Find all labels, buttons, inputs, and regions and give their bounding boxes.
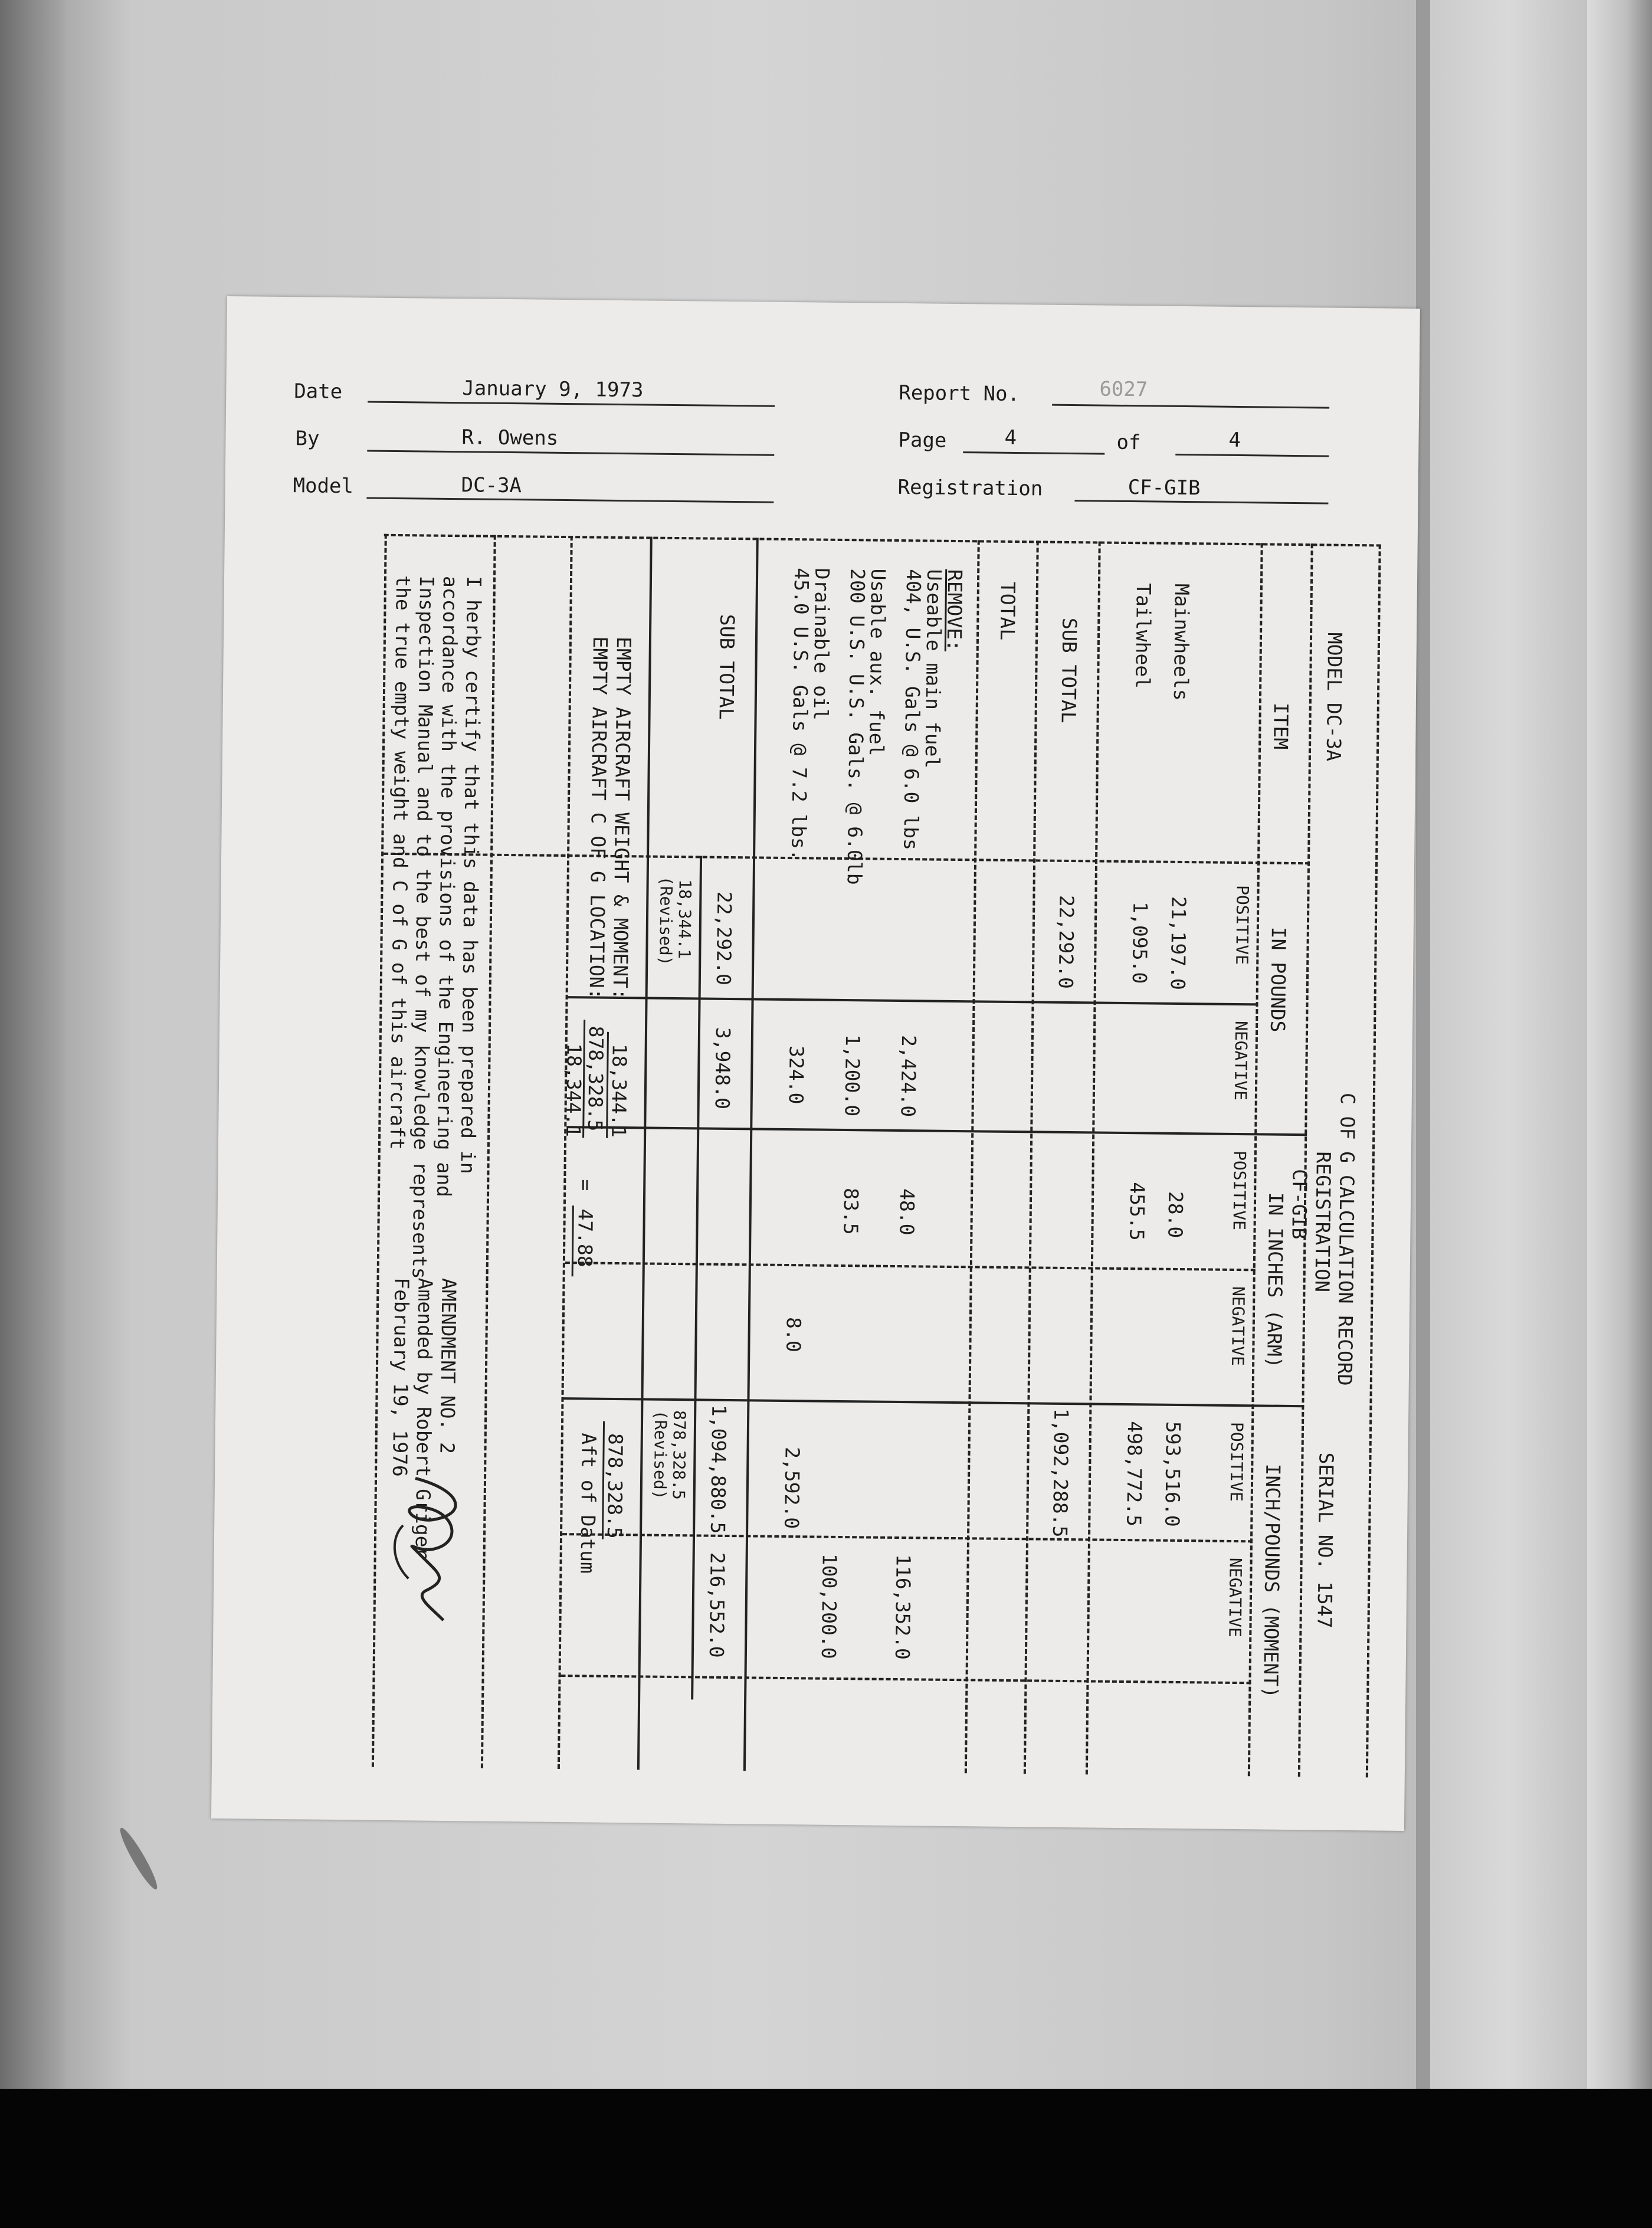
- amendment-line-3: February 19, 1976: [388, 1277, 414, 1477]
- cg-denominator: 18,344.1: [562, 1043, 586, 1138]
- report-underline: [1052, 404, 1329, 409]
- summary-moment: 878,328.5: [602, 1433, 627, 1539]
- page-value: 4: [1004, 425, 1017, 450]
- col-sep-2: [568, 996, 1258, 1005]
- subtotal1-moment: 1,092,288.5: [1048, 1408, 1073, 1538]
- of-value: 4: [1228, 428, 1241, 453]
- report-value: 6027: [1099, 377, 1148, 402]
- subtotal1-label: SUB TOTAL: [1057, 617, 1081, 723]
- mainwheels-label: Mainwheels: [1169, 583, 1194, 701]
- mom-negative-head: NEGATIVE: [1225, 1557, 1245, 1638]
- aux-fuel-line2: 200 U.S. U.S. Gals. @ 6.0lb: [843, 568, 870, 885]
- subtotal2-lb-pos: 22,292.0: [712, 891, 736, 986]
- date-label: Date: [294, 379, 343, 404]
- cg-result: 47.88: [573, 1208, 597, 1267]
- main-fuel-line1: Useable main fuel: [920, 569, 946, 769]
- main-fuel-arm: 48.0: [895, 1188, 919, 1236]
- date-underline: [368, 401, 775, 407]
- lb-negative-head: NEGATIVE: [1230, 1020, 1251, 1101]
- model-label: Model: [293, 474, 354, 499]
- mom-positive-head: POSITIVE: [1226, 1421, 1247, 1502]
- header-band-line: [1298, 543, 1313, 1777]
- table-border-top: [1366, 544, 1381, 1777]
- date-value: January 9, 1973: [462, 376, 644, 402]
- of-label: of: [1116, 430, 1141, 455]
- report-label: Report No.: [899, 381, 1020, 407]
- film-right-edge: [1587, 0, 1652, 2101]
- board-left-edge: [0, 0, 65, 2101]
- amendment-line-1: AMENDMENT NO. 2: [435, 1277, 461, 1454]
- oil-line2: 45.0 U.S. Gals @ 7.2 lbs.: [787, 568, 814, 861]
- oil-moment: 2,592.0: [780, 1446, 804, 1529]
- film-bottom-edge: [0, 2089, 1652, 2228]
- model-underline: [366, 497, 773, 503]
- registration-label: Registration: [897, 475, 1043, 501]
- col-sep-5: [563, 1397, 1304, 1407]
- col-item: ITEM: [1269, 702, 1293, 750]
- title-reg-value: CF-GIB: [1287, 1168, 1312, 1240]
- revised-moment: 878,328.5: [668, 1410, 690, 1500]
- registration-value: CF-GIB: [1127, 476, 1201, 500]
- row-line-5: [637, 537, 653, 1770]
- signature: [378, 1466, 486, 1644]
- by-underline: [367, 450, 774, 456]
- oil-arm: 8.0: [782, 1316, 805, 1352]
- main-fuel-lb: 2,424.0: [896, 1034, 920, 1118]
- model-value: DC-3A: [461, 473, 522, 498]
- row-line-4: [743, 538, 759, 1771]
- arm-negative-head: NEGATIVE: [1228, 1286, 1248, 1367]
- registration-underline: [1074, 500, 1328, 504]
- cert-line-2: accordance with the provisions of the Engineering and: [432, 575, 463, 1198]
- cg-table: [259, 533, 1381, 1778]
- col-sep-6: [562, 1533, 1253, 1542]
- equals-sign: =: [574, 1179, 598, 1191]
- page-label: Page: [898, 428, 947, 453]
- subtotal2-lb-neg: 3,948.0: [710, 1027, 735, 1110]
- subtotal2-mom-neg: 216,552.0: [704, 1552, 729, 1658]
- row-line-3: [965, 540, 980, 1773]
- by-label: By: [295, 427, 320, 451]
- main-fuel-line2: 404, U.S. Gals @ 6.0 lbs: [899, 569, 926, 851]
- row-line-2: [1024, 540, 1039, 1774]
- mainwheels-arm: 28.0: [1163, 1191, 1188, 1238]
- page-underline: [963, 451, 1104, 455]
- mainwheels-lb: 21,197.0: [1166, 896, 1191, 991]
- tailwheel-moment: 498,772.5: [1122, 1421, 1147, 1527]
- cg-numerator: 878,328.5: [584, 1025, 608, 1132]
- oil-lb: 324.0: [784, 1045, 808, 1105]
- title-model: MODEL DC-3A: [1322, 632, 1347, 762]
- col-moment: INCH/POUNDS (MOMENT): [1259, 1463, 1285, 1699]
- of-underline: [1175, 454, 1329, 457]
- arm-positive-head: POSITIVE: [1229, 1150, 1250, 1231]
- revised-lb: 18,344.1: [674, 879, 695, 959]
- empty-weight-value: 18,344.1: [607, 1043, 631, 1138]
- total-label: TOTAL: [995, 581, 1020, 641]
- aux-fuel-lb: 1,200.0: [840, 1034, 864, 1117]
- tailwheel-lb: 1,095.0: [1127, 902, 1152, 984]
- subtotal1-lb: 22,292.0: [1054, 895, 1079, 990]
- tailwheel-label: Tailwheel: [1131, 583, 1155, 689]
- col-sep-3: [566, 1126, 1307, 1136]
- row-line-1: [1086, 541, 1101, 1774]
- revised-lb-note: (Revised): [655, 876, 676, 966]
- aux-fuel-moment: 100,200.0: [817, 1553, 841, 1659]
- title-registration: REGISTRATION: [1310, 1151, 1335, 1293]
- revised-line: [691, 856, 702, 1699]
- by-value: R. Owens: [461, 425, 559, 450]
- amendment-line-2: Amended by Robert Griger: [411, 1277, 437, 1559]
- subtotal2-label: SUB TOTAL: [714, 614, 739, 720]
- revised-moment-note: (Revised): [650, 1410, 671, 1500]
- mainwheels-moment: 593,516.0: [1161, 1421, 1185, 1527]
- empty-cg-label: EMPTY AIRCRAFT C OF G LOCATION:: [585, 636, 612, 1000]
- calculation-sheet: [211, 296, 1420, 1831]
- col-sep-4: [565, 1262, 1256, 1271]
- remove-label: REMOVE:: [942, 569, 967, 652]
- aft-of-datum: Aft of Datum: [576, 1433, 601, 1574]
- cert-line-3: Inspection Manual and to the best of my knowledge represents: [408, 575, 439, 1279]
- aux-fuel-arm: 83.5: [839, 1187, 863, 1235]
- title-serial: SERIAL NO. 1547: [1313, 1452, 1338, 1629]
- row-line-6: [558, 536, 573, 1769]
- col-inches: IN INCHES (ARM): [1263, 1192, 1288, 1368]
- cert-line-4: the true empty weight and C of G of this aircraft: [385, 575, 415, 1150]
- empty-weight-label: EMPTY AIRCRAFT WEIGHT & MOMENT:: [608, 636, 635, 1001]
- col-pounds: IN POUNDS: [1266, 926, 1290, 1033]
- title-record: C OF G CALCULATION RECORD: [1333, 1092, 1359, 1386]
- table-border-left: [384, 534, 1381, 547]
- oil-line1: Drainable oil: [809, 568, 834, 721]
- board-right-panel: [1430, 0, 1587, 2095]
- col-sep-7: [561, 1675, 1251, 1684]
- tailwheel-arm: 455.5: [1125, 1182, 1149, 1241]
- cert-line-1: I herby certify that this data has been prepared in: [456, 576, 486, 1174]
- subtotal2-mom-pos: 1,094,880.5: [706, 1404, 731, 1534]
- lb-positive-head: POSITIVE: [1232, 884, 1253, 965]
- main-fuel-moment: 116,352.0: [890, 1554, 915, 1660]
- aux-fuel-line1: Usable aux. fuel: [864, 568, 890, 756]
